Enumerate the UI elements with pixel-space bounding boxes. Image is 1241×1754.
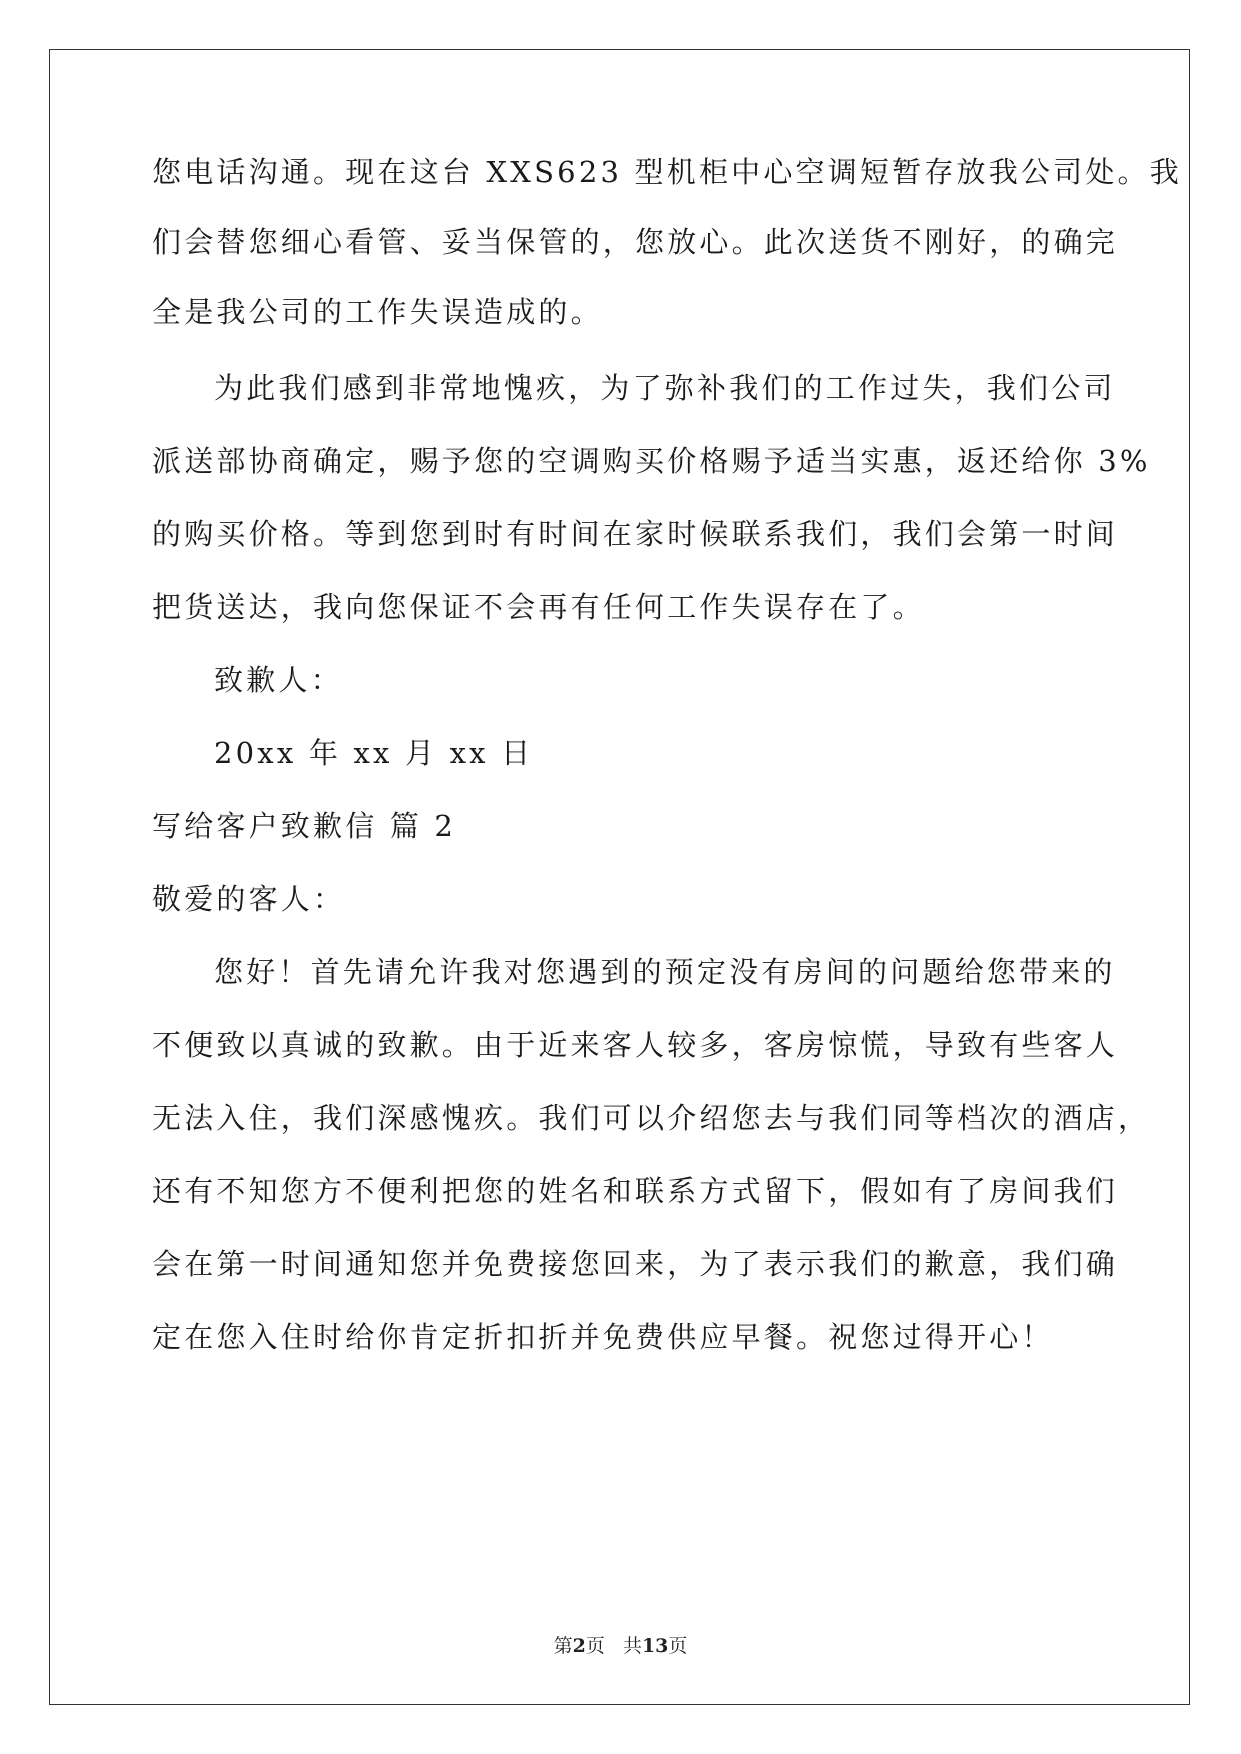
footer-total-pages: 13: [641, 1635, 669, 1657]
page-footer: [0, 1634, 1241, 1658]
body-line: 无法入住，我们深感愧疚。我们可以介绍您去与我们同等档次的酒店，: [152, 1101, 1151, 1135]
signature-label: 致歉人：: [214, 663, 343, 697]
body-line: 们会替您细心看管、妥当保管的，您放心。此次送货不刚好，的确完: [152, 225, 1119, 259]
body-line: 您好！首先请允许我对您遇到的预定没有房间的问题给您带来的: [214, 955, 1116, 989]
body-line: 定在您入住时给你肯定折扣折并免费供应早餐。祝您过得开心！: [152, 1320, 1054, 1354]
body-line: 全是我公司的工作失误造成的。: [152, 295, 603, 329]
body-line: 把货送达，我向您保证不会再有任何工作失误存在了。: [152, 590, 925, 624]
body-line: 不便致以真诚的致歉。由于近来客人较多，客房惊慌，导致有些客人: [152, 1028, 1119, 1062]
section-heading: 写给客户致歉信 篇 2: [152, 809, 457, 843]
letter-date: 20xx 年 xx 月 xx 日: [214, 736, 534, 770]
body-line: 为此我们感到非常地愧疚，为了弥补我们的工作过失，我们公司: [214, 371, 1116, 405]
body-line: 还有不知您方不便利把您的姓名和联系方式留下，假如有了房间我们: [152, 1174, 1119, 1208]
footer-suffix: 页: [668, 1635, 688, 1657]
salutation: 敬爱的客人：: [152, 882, 346, 916]
body-line: 的购买价格。等到您到时有时间在家时候联系我们，我们会第一时间: [152, 517, 1119, 551]
body-line: 您电话沟通。现在这台 XXS623 型机柜中心空调短暂存放我公司处。我: [152, 155, 1182, 189]
footer-mid: 页 共: [585, 1635, 642, 1657]
footer-prefix: 第: [553, 1635, 573, 1657]
body-line: 派送部协商确定，赐予您的空调购买价格赐予适当实惠，返还给你 3%: [152, 444, 1151, 478]
body-line: 会在第一时间通知您并免费接您回来，为了表示我们的歉意，我们确: [152, 1247, 1119, 1281]
footer-page-number: 2: [572, 1635, 586, 1657]
